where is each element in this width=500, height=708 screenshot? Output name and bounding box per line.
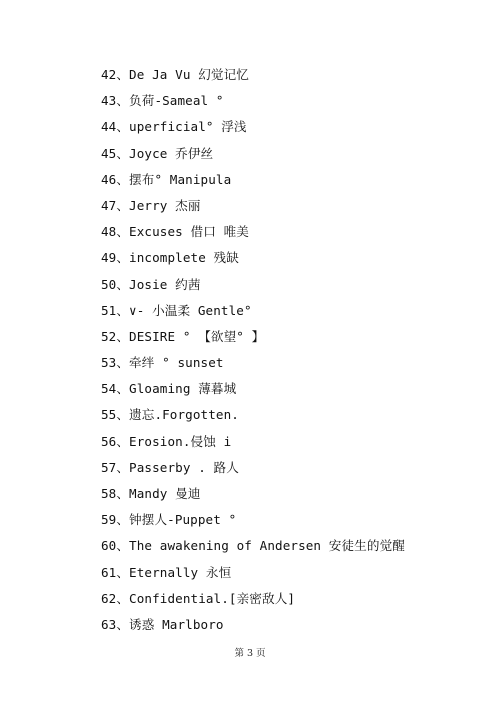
list-item: 51、∨- 小温柔 Gentle° xyxy=(101,302,252,318)
list-item: 46、摆布° Manipula xyxy=(101,171,232,187)
list-item: 53、牵绊 ° sunset xyxy=(101,355,224,371)
list-item: 63、诱惑 Marlboro xyxy=(101,616,224,632)
list-item: 58、Mandy 曼迪 xyxy=(101,486,201,501)
list-item: 44、uperficial° 浮浅 xyxy=(101,119,247,135)
list-item: 56、Erosion.侵蚀 i xyxy=(101,433,232,449)
list-item: 48、Excuses 借口 唯美 xyxy=(101,224,249,240)
list-item: 49、incomplete 残缺 xyxy=(101,250,239,266)
list-item: 60、The awakening of Andersen 安徒生的觉醒 xyxy=(101,538,405,554)
list-item: 50、Josie 约茜 xyxy=(101,276,201,292)
list-item: 55、遗忘.Forgotten. xyxy=(101,407,239,423)
list-item: 54、Gloaming 薄暮城 xyxy=(101,381,237,397)
list-item: 52、DESIRE ° 【欲望° 】 xyxy=(101,328,265,344)
list-item: 61、Eternally 永恒 xyxy=(101,564,232,580)
list-item: 43、负荷-Sameal ° xyxy=(101,93,224,109)
page-number: 第 3 页 xyxy=(234,648,266,659)
list-item: 45、Joyce 乔伊丝 xyxy=(101,145,214,161)
list-item: 47、Jerry 杰丽 xyxy=(101,197,201,213)
name-list xyxy=(101,64,405,640)
list-item: 42、De Ja Vu 幻觉记忆 xyxy=(101,67,249,82)
list-item: 57、Passerby . 路人 xyxy=(101,459,239,475)
list-item: 59、钟摆人-Puppet ° xyxy=(101,512,237,528)
list-item: 62、Confidential.[亲密敌人] xyxy=(101,590,296,606)
